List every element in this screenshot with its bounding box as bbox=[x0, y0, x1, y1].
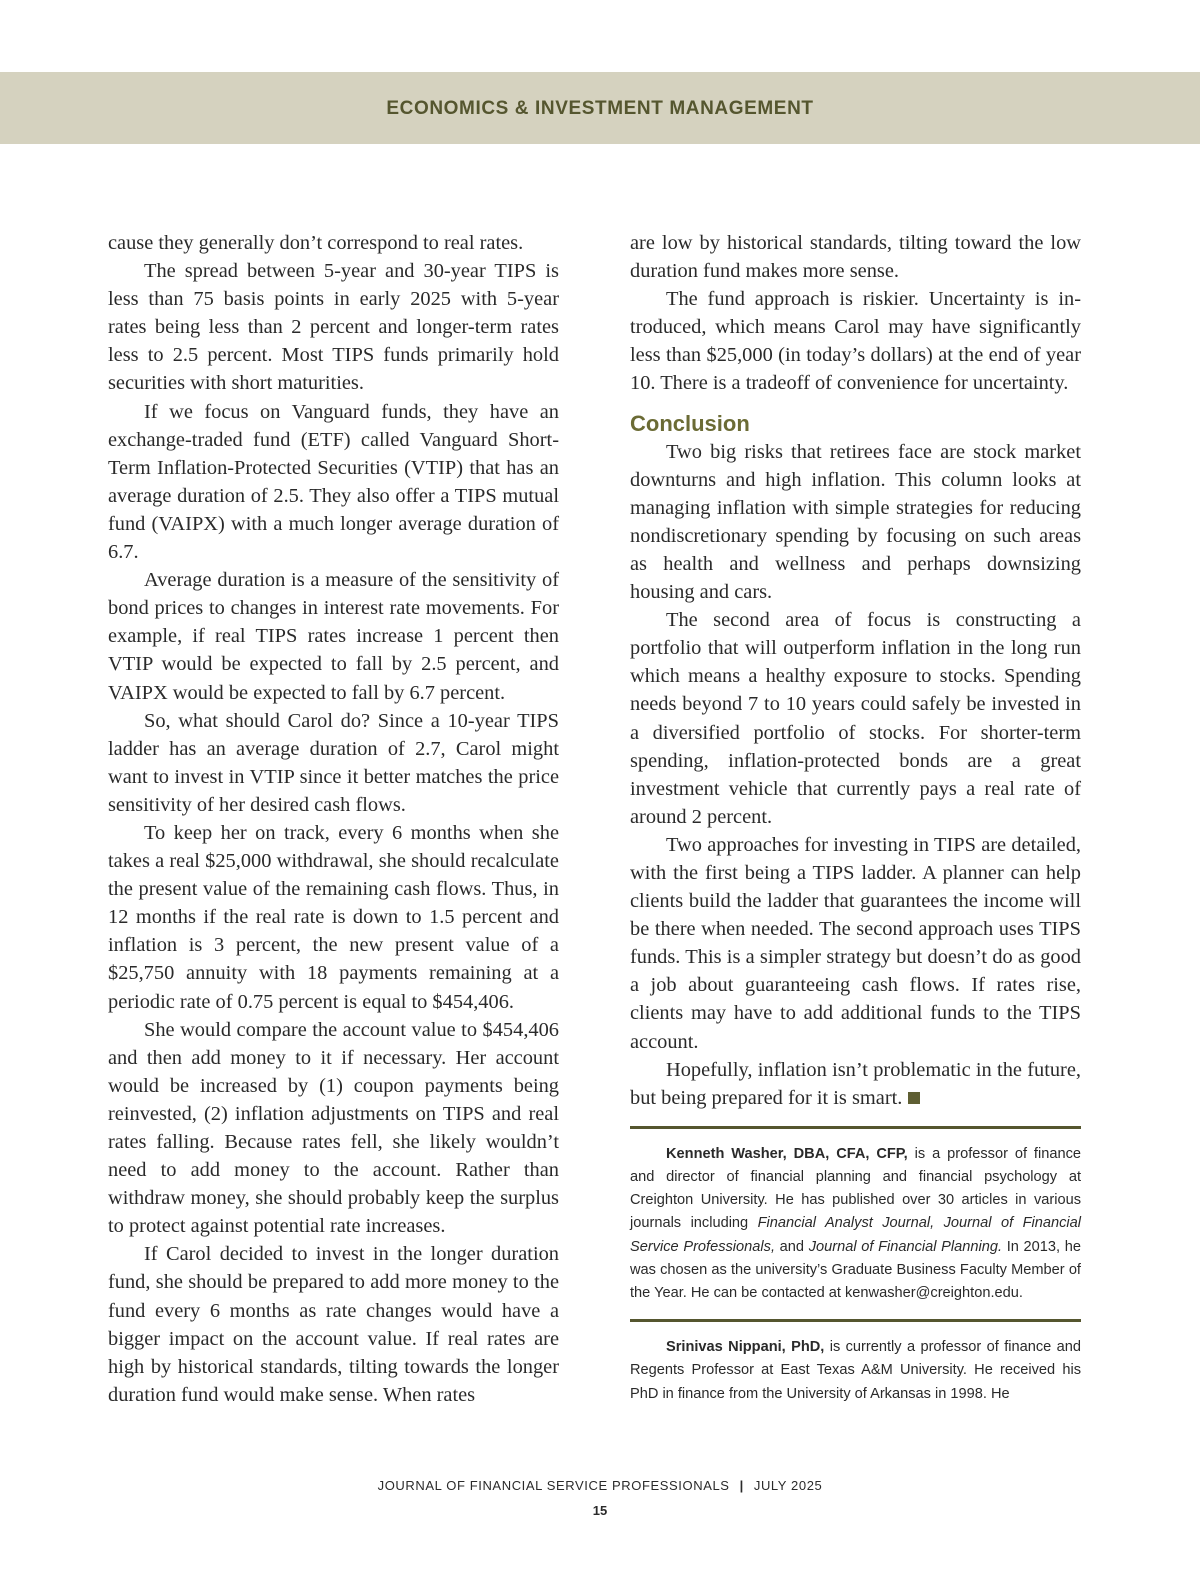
paragraph: If we focus on Vanguard funds, they have an exchange-traded fund (ETF) called Vanguard Short-Term Inflation-Protected Securities (VTIP) that has an average duration of 2.5. They also offer a TIPS mutual fund (VAIPX) with a much longer average duration of 6.7. bbox=[108, 400, 559, 564]
paragraph: She would compare the account value to $454,406 and then add money to it if necessary. Her account would be increased by (1) coupon payments being reinvested, (2) inflation adjustments on TIPS and real rates falling. Because rates fell, she likely wouldn’t need to add money to the account. Rather than withdraw money, she should probably keep the surplus to protect against potential rate increases. bbox=[108, 1018, 559, 1238]
paragraph: The fund approach is riskier. Uncertainty is introduced, which means Carol may have significantly less than $25,000 (in today’s dollars) at the end of year 10. There is a tradeoff of convenience for uncertainty. bbox=[630, 288, 1081, 395]
paragraph: are low by historical standards, tilting toward the low duration fund makes more sense. bbox=[630, 232, 1081, 283]
author-bio-washer: Kenneth Washer, DBA, CFA, CFP, is a professor of finance and director of financial planning and financial psychology at Creighton University. He has published over 30 articles in various journals including Financial Analyst Journal, Journal of Financial Service Professionals, and Journal of Financial Planning. In 2013, he was chosen as the university’s Graduate Business Faculty Member of the Year. He can be contacted at kenwasher@creighton.edu. bbox=[630, 1145, 1081, 1302]
footer bbox=[0, 1478, 1200, 1493]
section-title: ECONOMICS & INVESTMENT MANAGEMENT bbox=[386, 98, 814, 119]
author-name: Srinivas Nippani, PhD, bbox=[666, 1339, 825, 1356]
paragraph: Two big risks that retirees face are stock market downturns and high inflation. This column looks at managing inflation with simple strategies for reducing nondiscretionary spending by focusing on such areas as health and wellness and perhaps downsizing housing and cars. bbox=[630, 440, 1081, 604]
journal-name: JOURNAL OF FINANCIAL SERVICE PROFESSIONALS bbox=[377, 1478, 730, 1493]
page-number: 15 bbox=[592, 1503, 608, 1518]
paragraph: cause they generally don’t correspond to real rates. bbox=[108, 232, 524, 254]
closing-paragraph bbox=[630, 1056, 1081, 1112]
paragraph: To keep her on track, every 6 months when she takes a real $25,000 withdrawal, she should recalculate the present value of the remaining cash flows. Thus, in 12 months if the real rate is down to 1.5 percent and inflation is 3 percent, the new present value of a $25,750 annuity with 18 payments remaining at a periodic rate of 0.75 percent is equal to $454,406. bbox=[108, 821, 559, 1013]
closing-text: Hopefully, inflation isn’t problematic in the future, but being prepared for it is smart. bbox=[630, 1058, 1081, 1109]
paragraph: So, what should Carol do? Since a 10-year TIPS ladder has an average duration of 2.7, Carol might want to invest in VTIP since it better matches the price sensitivity of her desired cash flows. bbox=[108, 709, 559, 816]
footer-separator: | bbox=[739, 1478, 744, 1493]
paragraph: The spread between 5-year and 30-year TIPS is less than 75 basis points in early 2025 with 5-year rates being less than 2 percent and longer-term rates less to 2.5 percent. Most TIPS funds primarily hold securities with short maturities. bbox=[108, 260, 559, 395]
paragraph: Two approaches for investing in TIPS are detailed, with the first being a TIPS ladder. A planner can help clients build the ladder that guarantees the income will be there when needed. The second approach uses TIPS funds. This is a simpler strategy but doesn’t do as good a job about guaranteeing cash flows. If rates rise, clients may have to add additional funds to the TIPS account. bbox=[630, 833, 1081, 1053]
issue-date: JULY 2025 bbox=[753, 1478, 823, 1493]
end-of-article-mark bbox=[908, 1092, 920, 1104]
paragraph: If Carol decided to invest in the longer duration fund, she should be prepared to add more money to the fund every 6 months as rate changes would have a bigger impact on the account value. If real rates are high by historical standards, tilting towards the longer duration fund would make sense. When rates bbox=[108, 1243, 559, 1406]
author-bio-nippani: Srinivas Nippani, PhD, is currently a professor of finance and Regents Professor at East Texas A&M University. He received his PhD in finance from the University of Arkansas in 1998. He bbox=[630, 1339, 1081, 1402]
paragraph: Average duration is a measure of the sensitivity of bond prices to changes in interest rate movements. For example, if real TIPS rates increase 1 percent then VTIP would be expected to fall by 2.5 percent, and VAIPX would be expected to fall by 6.7 percent. bbox=[108, 569, 559, 704]
author-name: Kenneth Washer, DBA, CFA, CFP, bbox=[666, 1145, 908, 1162]
paragraph: The second area of focus is constructing a portfolio that will outperform inflation in the long run which means a healthy exposure to stocks. Spending needs beyond 7 to 10 years could safely be invested in a diversified portfolio of stocks. For shorter-term spending, inflation-protected bonds are a great investment vehicle that currently pays a real rate of around 2 percent. bbox=[630, 609, 1081, 828]
right-column bbox=[630, 229, 1081, 1406]
left-column bbox=[108, 229, 559, 1409]
conclusion-heading: Conclusion bbox=[630, 410, 750, 436]
